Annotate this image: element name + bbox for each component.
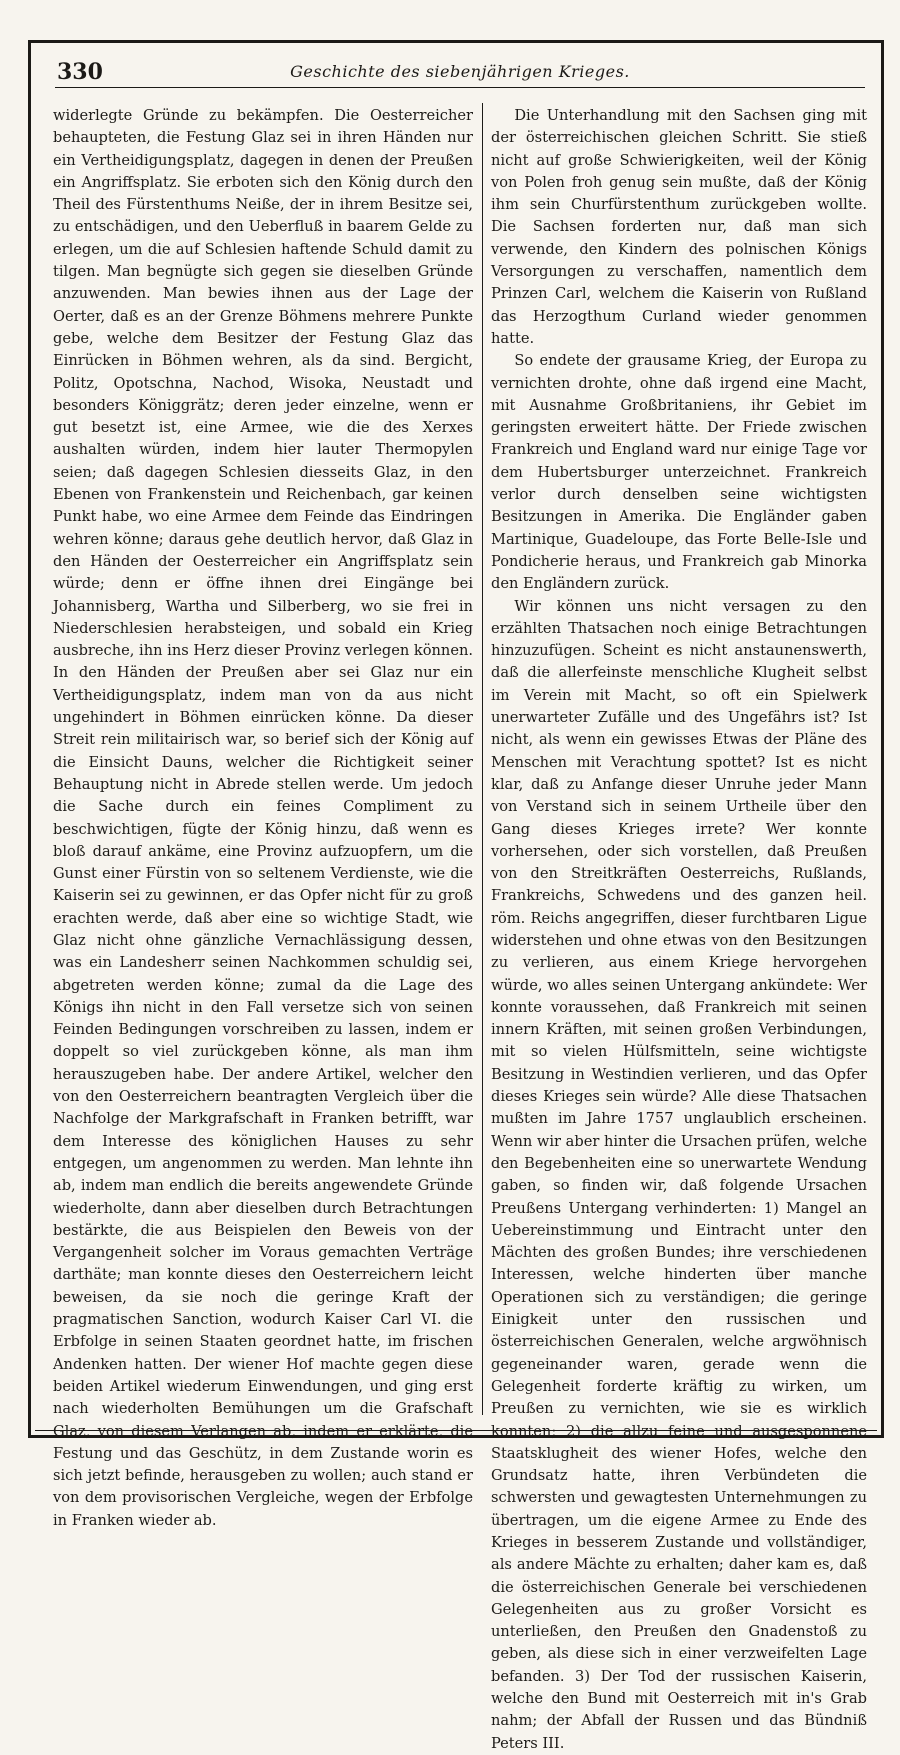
- right-paragraph-3: Wir können uns nicht versagen zu den erzählten Thatsachen noch einige Betrachtungen hinzuzufügen. Scheint es nicht anstaunenswerth, daß die allerfeinste menschliche Klugheit selbst im Verein mit Macht, so oft ein Spielwerk unerwarteter Zufälle und des Ungefährs ist? Ist nicht, als wenn ein gewisses Etwas der Pläne des Menschen mit Verachtung spottet? Ist es nicht klar, daß zu Anfange dieser Unruhe jeder Mann von Verstand sich in seinem Urtheile über den Gang dieses Krieges irrete? Wer konnte vorhersehen, oder sich vorstellen, daß Preußen von den Streitkräften Oesterreichs, Rußlands, Frankreichs, Schwedens und des ganzen heil. röm. Reichs angegriffen, dieser furchtbaren Ligue widerstehen und ohne etwas von den Besitzungen zu verlieren, aus einem Kriege hervorgehen würde, wo alles seinen Untergang ankündete: Wer konnte voraussehen, daß Frankreich mit seinen innern Kräften, mit seinen großen Verbindungen, mit so vielen Hülfsmitteln, seine wichtigste Besitzung in Westindien verlieren, und das Opfer dieses Krieges sein würde? Alle diese Thatsachen mußten im Jahre 1757 unglaublich erscheinen. Wenn wir aber hinter die Ursachen prüfen, welche den Begebenheiten eine so unerwartete Wendung gaben, so finden wir, daß folgende Ursachen Preußens Untergang verhinderten: 1) Mangel an Uebereinstimmung und Eintracht unter den Mächten des großen Bundes; ihre verschiedenen Interessen, welche hinderten über manche Operationen sich zu verständigen; die geringe Einigkeit unter den russischen und österreichischen Generalen, welche argwöhnisch gegeneinander waren, gerade wenn die Gelegenheit forderte kräftig zu wirken, um Preußen zu vernichten, wie sie es wirklich konnten; 2) die allzu feine und ausgesponnene Staatsklugheit des wiener Hofes, welche den Grundsatz hatte, ihren Verbündeten die schwersten und gewagtesten Unternehmungen zu übertragen, um die eigene Armee zu Ende des Krieges in besserem Zustande und vollständiger, als andere Mächte zu erhalten; daher kam es, daß die österreichischen Generale bei verschiedenen Gelegenheiten aus zu großer Vorsicht es unterließen, den Preußen den Gnadenstoß zu geben, als diese sich in einer verzweifelten Lage befanden. 3) Der Tod der russischen Kaiserin, welche den Bund mit Oesterreich mit in's Grab nahm; der Abfall der Russen und das Bündniß Peters III.: [491, 597, 867, 1752]
- page-frame: [28, 40, 884, 1752]
- bottom-rule: [35, 1430, 877, 1431]
- page-header: [55, 57, 865, 88]
- column-divider: [482, 103, 483, 1415]
- left-column: [53, 105, 473, 1529]
- right-paragraph-1: Die Unterhandlung mit den Sachsen ging mit der österreichischen gleichen Schritt. Sie stieß nicht auf große Schwierigkeiten, weil der König von Polen froh genug sein mußte, daß der König ihm sein Churfürstenthum zurückgeben wollte. Die Sachsen forderten nur, daß man sich verwende, den Kindern des polnischen Königs Versorgungen zu verschaffen, namentlich dem Prinzen Carl, welchem die Kaiserin von Rußland das Herzogthum Curland wieder genommen hatte.: [491, 107, 867, 347]
- right-paragraph-2: So endete der grausame Krieg, der Europa zu vernichten drohte, ohne daß irgend eine Macht, mit Ausnahme Großbritaniens, ihr Gebiet im geringsten erweitert hätte. Der Friede zwischen Frankreich und England ward nur einige Tage vor dem Hubertsburger unterzeichnet. Frankreich verlor durch denselben seine wichtigsten Besitzungen in Amerika. Die Engländer gaben Martinique, Guadeloupe, das Forte Belle-Isle und Pondicherie heraus, und Frankreich gab Minorka den Engländern zurück.: [491, 352, 867, 593]
- page-number: 330: [57, 59, 103, 85]
- running-title: Geschichte des siebenjährigen Krieges.: [290, 62, 630, 81]
- left-paragraph-1: widerlegte Gründe zu bekämpfen. Die Oesterreicher behaupteten, die Festung Glaz sei in ihren Händen nur ein Vertheidigungsplatz, dagegen in denen der Preußen ein Angriffsplatz. Sie erboten sich den König durch den Theil des Fürstenthums Neiße, der in ihrem Besitze sei, zu entschädigen, und den Ueberfluß in baarem Gelde zu erlegen, um die auf Schlesien haftende Schuld damit zu tilgen. Man begnügte sich gegen sie dieselben Gründe anzuwenden. Man bewies ihnen aus der Lage der Oerter, daß es an der Grenze Böhmens mehrere Punkte gebe, welche dem Besitzer der Festung Glaz das Einrücken in Böhmen wehren, als da sind. Bergicht, Politz, Opotschna, Nachod, Wisoka, Neustadt und besonders Königgrätz; deren jeder einzelne, wenn er gut besetzt ist, eine Armee, wie die des Xerxes aushalten würden, indem hier lauter Thermopylen seien; daß dagegen Schlesien diesseits Glaz, in den Ebenen von Frankenstein und Reichenbach, gar keinen Punkt habe, wo eine Armee dem Feinde das Eindringen wehren könne; daraus gehe deutlich hervor, daß Glaz in den Händen der Oesterreicher ein Angriffsplatz sein würde; denn er öffne ihnen drei Eingänge bei Johannisberg, Wartha und Silberberg, wo sie frei in Niederschlesien herabsteigen, und sobald ein Krieg ausbreche, ihn ins Herz dieser Provinz verlegen können. In den Händen der Preußen aber sei Glaz nur ein Vertheidigungsplatz, indem man von da aus nicht ungehindert in Böhmen einrücken könne. Da dieser Streit rein militairisch war, so berief sich der König auf die Einsicht Dauns, welcher die Richtigkeit seiner Behauptung nicht in Abrede stellen werde. Um jedoch die Sache durch ein feines Compliment zu beschwichtigen, fügte der König hinzu, daß wenn es bloß darauf ankäme, eine Provinz aufzuopfern, um die Gunst einer Fürstin von so seltenem Verdienste, wie die Kaiserin sei zu gewinnen, er das Opfer nicht für zu groß erachten werde, daß aber eine so wichtige Stadt, wie Glaz nicht ohne gänzliche Vernachlässigung dessen, was ein Landesherr seinen Nachkommen schuldig sei, abgetreten werden könne; zumal da die Lage des Königs ihn nicht in den Fall versetze sich von seinen Feinden Bedingungen vorschreiben zu lassen, indem er doppelt so viel zurückgeben könne, als man ihm herauszugeben habe. Der andere Artikel, welcher den von den Oesterreichern beantragten Vergleich über die Nachfolge der Markgrafschaft in Franken betrifft, war dem Interesse des königlichen Hauses zu sehr entgegen, um angenommen zu werden. Man lehnte ihn ab, indem man endlich die bereits angewendete Gründe wiederholte, dann aber dieselben durch Betrachtungen bestärkte, die aus Beispielen den Beweis von der Vergangenheit solcher im Voraus gemachten Verträge darthäte; man konnte dieses den Oesterreichern leicht beweisen, da sie noch die geringe Kraft der pragmatischen Sanction, wodurch Kaiser Carl VI. die Erbfolge in seinen Staaten geordnet hatte, im frischen Andenken hatten. Der wiener Hof machte gegen diese beiden Artikel wiederum Einwendungen, und ging erst nach wiederholten Bemühungen um die Grafschaft Glaz, von diesem Verlangen ab, indem er erklärte, die Festung und das Geschütz, in dem Zustande worin es sich jetzt befinde, herausgeben zu wollen; auch stand er von dem provisorischen Vergleiche, wegen der Erbfolge in Franken wieder ab.: [53, 107, 473, 1529]
- right-column: [491, 105, 867, 1752]
